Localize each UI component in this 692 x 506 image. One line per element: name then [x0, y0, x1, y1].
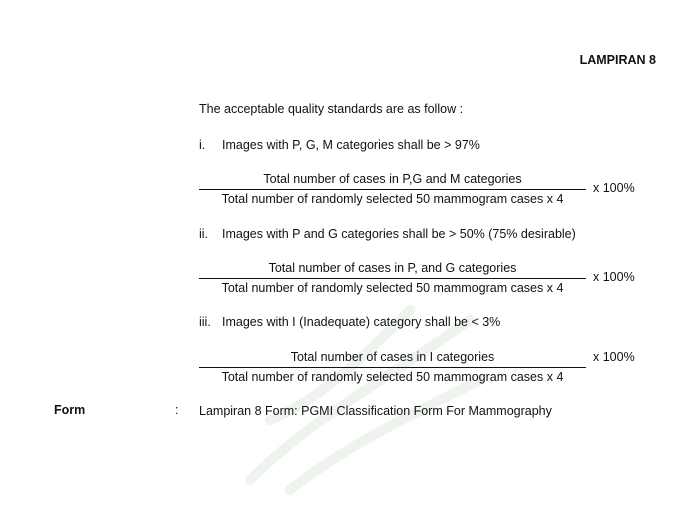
formula-3 — [199, 350, 586, 385]
criterion-3-numeral: iii. — [199, 315, 211, 329]
form-label: Form — [54, 403, 86, 417]
formula-3-numerator: Total number of cases in I categories — [290, 350, 495, 364]
criterion-2-numeral: ii. — [199, 227, 209, 241]
form-colon: : — [175, 403, 179, 417]
formula-3-multiplier: x 100% — [593, 350, 635, 364]
formula-3-denominator: Total number of randomly selected 50 mammogram cases x 4 — [221, 370, 564, 384]
formula-1-multiplier: x 100% — [593, 181, 635, 195]
formula-2-denominator: Total number of randomly selected 50 mammogram cases x 4 — [221, 281, 564, 295]
formula-2 — [199, 261, 586, 296]
formula-1-denominator: Total number of randomly selected 50 mammogram cases x 4 — [221, 192, 564, 206]
formula-2-numerator: Total number of cases in P, and G categories — [268, 261, 517, 275]
form-reference: Lampiran 8 Form: PGMI Classification Form For Mammography — [199, 404, 552, 418]
appendix-heading: LAMPIRAN 8 — [579, 53, 656, 67]
criterion-3 — [199, 315, 500, 329]
criterion-1-text: Images with P, G, M categories shall be > 97% — [222, 138, 480, 152]
criterion-1 — [199, 138, 480, 152]
criterion-2-text: Images with P and G categories shall be > 50% (75% desirable) — [222, 227, 576, 241]
criterion-1-numeral: i. — [199, 138, 206, 152]
criterion-3-text: Images with I (Inadequate) category shall be < 3% — [222, 315, 501, 329]
formula-2-multiplier: x 100% — [593, 270, 635, 284]
intro-text: The acceptable quality standards are as follow : — [199, 102, 464, 116]
formula-1 — [199, 172, 586, 207]
criterion-2 — [199, 227, 576, 241]
formula-1-numerator: Total number of cases in P,G and M categories — [263, 172, 522, 186]
watermark-logo — [230, 300, 490, 500]
